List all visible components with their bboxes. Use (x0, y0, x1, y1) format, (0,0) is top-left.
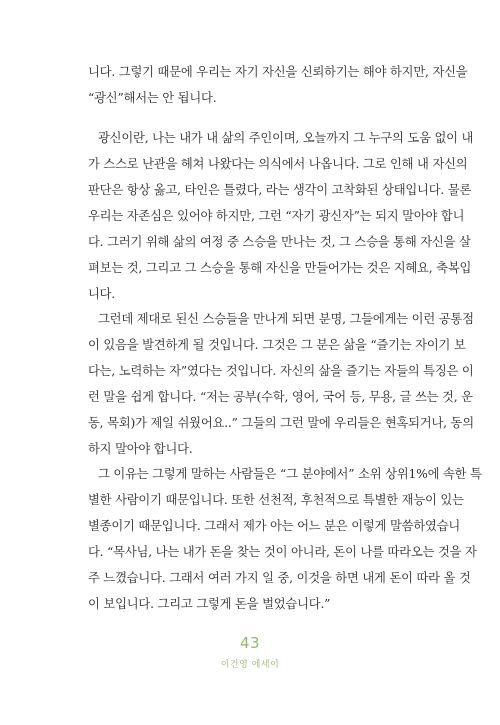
text-line: 광신이란, 나는 내가 내 삶의 주인이며, 오늘까지 그 누구의 도움 없이 내 (98, 131, 474, 145)
text-line: 판단은 항상 옳고, 타인은 틀렸다, 라는 생각이 고착화된 상태입니다. 물론 (88, 183, 472, 197)
text-line: 다는, 노력하는 자”였다는 것입니다. 자신의 삶을 즐기는 자들의 특징은 이 (88, 364, 474, 378)
text-line: “광신”해서는 안 됩니다. (88, 91, 217, 105)
text-line: 하지 말아야 합니다. (88, 442, 193, 456)
text-line: 다. “목사님, 나는 내가 돈을 찾는 것이 아니라, 돈이 나를 따라오는 것을 자 (88, 545, 477, 559)
text-line: 주 느꼈습니다. 그래서 여러 가지 일 중, 이것을 하면 내게 돈이 따라 올 것 (88, 571, 471, 585)
text-line: 그런데 제대로 된신 스승들을 만나게 되면 분명, 그들에게는 이런 공통점 (98, 312, 474, 326)
text-line: 니다. (88, 287, 116, 301)
text-line: 다. 그러기 위해 삶의 여정 중 스승을 만나는 것, 그 스승을 통해 자신을 살 (88, 235, 471, 249)
text-line: 이 보입니다. 그리고 그렇게 돈을 벌었습니다.” (88, 597, 331, 611)
paragraph-4 (88, 461, 482, 617)
text-line: 그 이유는 그렇게 말하는 사람들은 “그 분야에서” 소위 상위1%에 속한 특 (98, 467, 482, 481)
text-line: 펴보는 것, 그리고 그 스승을 통해 자신을 만들어가는 것은 지혜요, 축복입 (88, 261, 472, 275)
page-number: 43 (239, 634, 261, 652)
text-line: 가 스스로 난관을 헤쳐 나왔다는 의식에서 나옵니다. 그로 인해 내 자신의 (88, 157, 468, 171)
text-line: 별한 사람이기 때문입니다. 또한 선천적, 후천적으로 특별한 재능이 있는 (88, 493, 464, 507)
text-line: 런 말을 쉽게 합니다. “저는 공부(수학, 영어, 국어 등, 무용, 글 쓰는 것, 운 (88, 390, 473, 404)
paragraph-2 (88, 125, 474, 307)
text-line: 니다. 그렇기 때문에 우리는 자기 자신을 신뢰하기는 해야 하지만, 자신을 (88, 65, 468, 79)
text-line: 이 있음을 발견하게 될 것입니다. 그것은 그 분은 삶을 “즐기는 자이기 보 (88, 338, 466, 352)
text-line: 동, 목회)가 제일 쉬웠어요..” 그들의 그런 말에 우리들은 현혹되거나, 동의 (88, 416, 474, 430)
paragraph-3 (88, 306, 474, 462)
paragraph-1 (88, 59, 468, 111)
text-line: 별종이기 때문입니다. 그래서 제가 아는 어느 분은 이렇게 말씀하였습니 (88, 519, 461, 533)
running-title: 이건영 에세이 (220, 660, 280, 670)
text-line: 우리는 자존심은 있어야 하지만, 그런 “자기 광신자”는 되지 말아야 합니 (88, 209, 465, 223)
